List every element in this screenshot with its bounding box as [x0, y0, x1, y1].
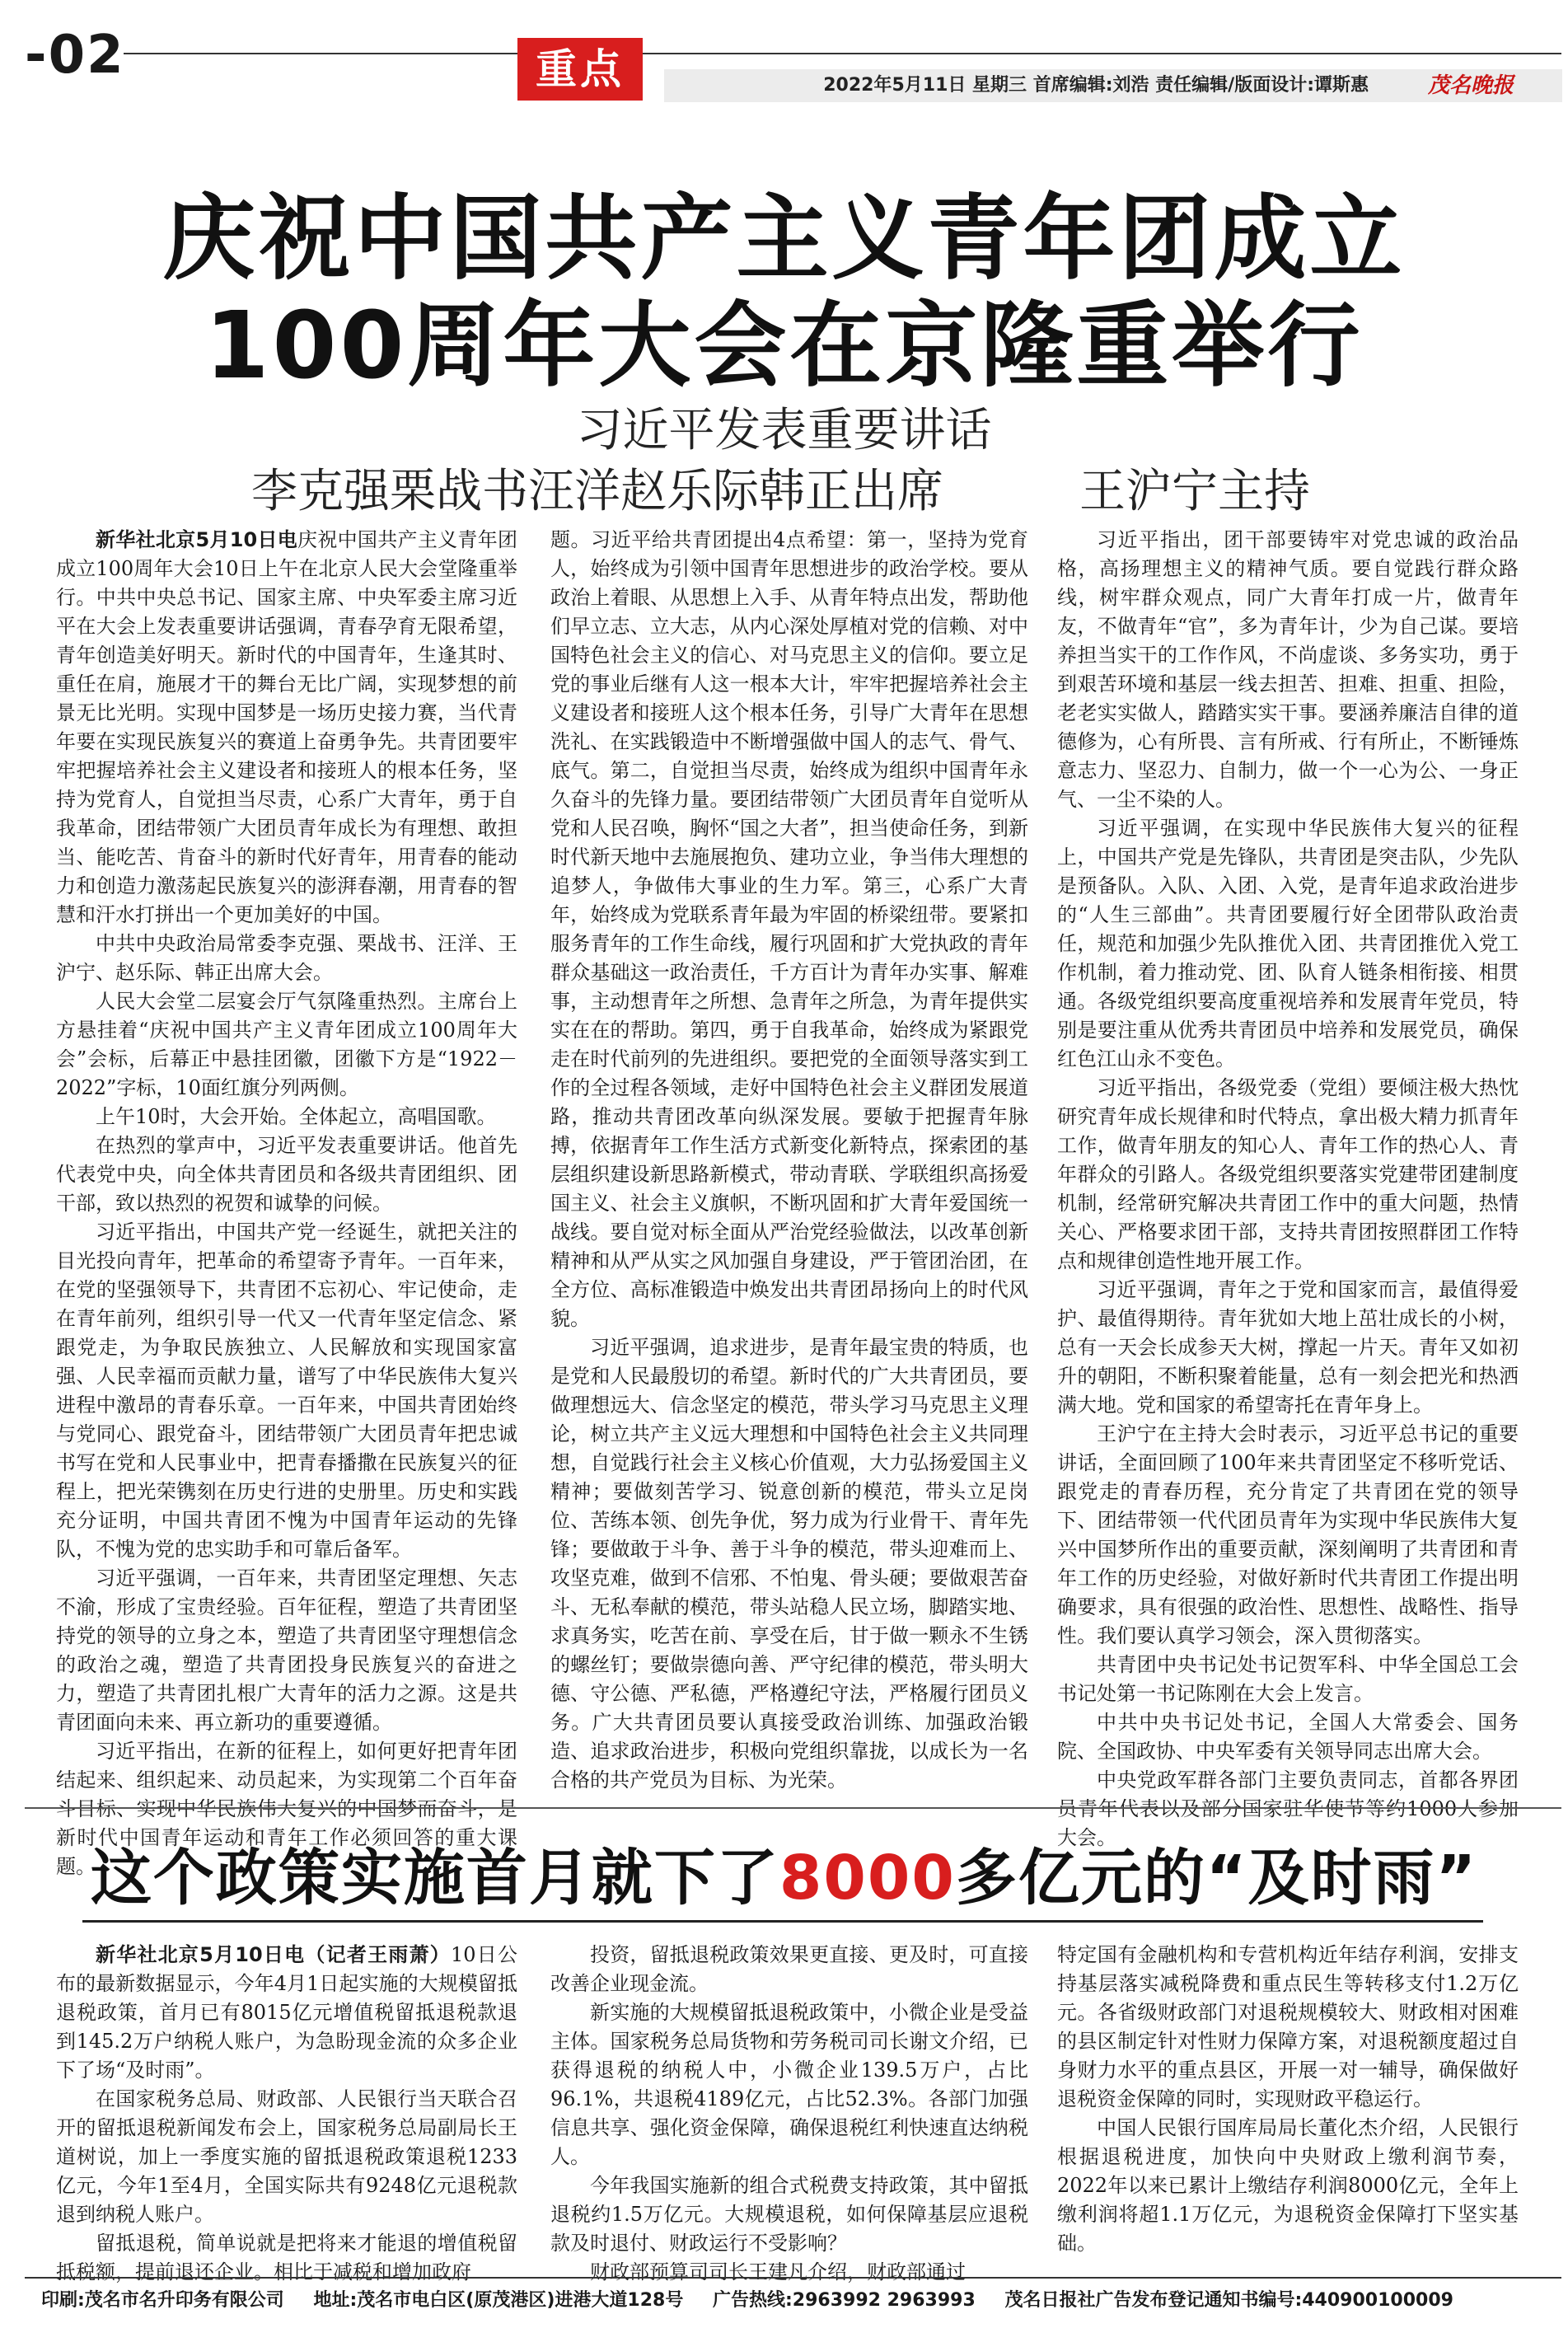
footer-address: 地址:茂名市电白区(原茂港区)进港大道128号 — [313, 2290, 684, 2311]
paragraph: 习近平指出，团干部要铸牢对党忠诚的政治品格，高扬理想主义的精神气质。要自觉践行群众路线，树牢群众观点，同广大青年打成一片，做青年友，不做青年“官”，多为青年计，少为自己谋。要培养担当实干的工作作风，不尚虚谈、多务实功，勇于到艰苦环境和基层一线去担苦、担难、担重、担险，老老实实做人，踏踏实实干事。要涵养廉洁自律的道德修为，心有所畏、言有所戒、行有所止，不断锤炼意志力、坚忍力、自制力，做一个一心为公、一身正气、一尘不染的人。 — [1057, 528, 1519, 811]
article1-column-1 — [56, 526, 517, 1878]
paragraph-text: 10日公布的最新数据显示，今年4月1日起实施的大规模留抵退税政策，首月已有8015亿元增值税留抵退税款退到145.2万户纳税人账户，为急盼现金流的众多企业下了场“及时雨”。 — [56, 1943, 517, 2082]
subheadline-3: 王沪宁主持 — [1079, 465, 1310, 518]
paragraph: 投资，留抵退税政策效果更直接、更及时，可直接改善企业现金流。 — [550, 1943, 1028, 1995]
paragraph: 习近平强调，一百年来，共青团坚定理想、矢志不渝，形成了宝贵经验。百年征程，塑造了共青团坚持党的领导的立身之本，塑造了共青团坚守理想信念的政治之魂，塑造了共青团投身民族复兴的奋进之力，塑造了共青团扎根广大青年的活力之源。这是共青团面向未来、再立新功的重要遵循。 — [56, 1567, 517, 1734]
footer-hotline: 广告热线:2963992 2963993 — [713, 2290, 976, 2311]
headline-2-rule — [82, 1920, 1483, 1923]
paragraph: 在热烈的掌声中，习近平发表重要讲话。他首先代表党中央，向全体共青团员和各级共青团组织、团干部，致以热烈的祝贺和诚挚的问候。 — [56, 1134, 517, 1215]
paragraph: 王沪宁在主持大会时表示，习近平总书记的重要讲话，全面回顾了100年来共青团坚定不移听党话、跟党走的青春历程，充分肯定了共青团在党的领导下、团结带领一代代团员青年为实现中华民族伟大复兴中国梦所作出的重要贡献，深刻阐明了共青团和青年工作的历史经验，对做好新时代共青团工作提出明确要求，具有很强的政治性、思想性、战略性、指导性。我们要认真学习领会，深入贯彻落实。 — [1057, 1422, 1519, 1647]
paragraph-text: 庆祝中国共产主义青年团成立100周年大会10日上午在北京人民大会堂隆重举行。中共中央总书记、国家主席、中央军委主席习近平在大会上发表重要讲话强调，青春孕育无限希望，青年创造美好明天。新时代的中国青年，生逢其时、重任在肩，施展才干的舞台无比广阔，实现梦想的前景无比光明。实现中国梦是一场历史接力赛，当代青年要在实现民族复兴的赛道上奋勇争先。共青团要牢牢把握培养社会主义建设者和接班人的根本任务，坚持为党育人，自觉担当尽责，心系广大青年，勇于自我革命，团结带领广大团员青年成长为有理想、敢担当、能吃苦、肯奋斗的新时代好青年，用青春的能动力和创造力激荡起民族复兴的澎湃春潮，用青春的智慧和汗水打拼出一个更加美好的中国。 — [56, 528, 517, 926]
paragraph: 共青团中央书记处书记贺军科、中华全国总工会书记处第一书记陈刚在大会上发言。 — [1057, 1653, 1519, 1705]
dateline: 新华社北京5月10日电 — [96, 528, 298, 551]
paragraph: 在国家税务总局、财政部、人民银行当天联合召开的留抵退税新闻发布会上，国家税务总局副局长王道树说，加上一季度实施的留抵退税政策退税1233亿元，今年1至4月，全国实际共有9248亿元退税款退到纳税人账户。 — [56, 2087, 517, 2226]
page-number: -02 — [25, 25, 125, 86]
headline-2-number: 8000 — [779, 1843, 956, 1913]
paragraph: 今年我国实施新的组合式税费支持政策，其中留抵退税约1.5万亿元。大规模退税，如何保障基层应退税款及时退付、财政运行不受影响？ — [550, 2174, 1028, 2255]
paragraph: 习近平指出，各级党委（党组）要倾注极大热忱研究青年成长规律和时代特点，拿出极大精力抓青年工作，做青年朋友的知心人、青年工作的热心人、青年群众的引路人。各级党组织要落实党建带团建制度机制，经常研究解决共青团工作中的重大问题，热情关心、严格要求团干部，支持共青团按照群团工作特点和规律创造性地开展工作。 — [1057, 1076, 1519, 1272]
paragraph: 中央党政军群各部门主要负责同志，首都各界团员青年代表以及部分国家驻华使节等约1000人参加大会。 — [1057, 1768, 1519, 1849]
header-rule — [124, 53, 1561, 54]
paragraph — [56, 1941, 517, 2085]
section-divider — [25, 1807, 1561, 1809]
paragraph: 财政部预算司司长王建凡介绍，财政部通过 — [590, 2260, 966, 2284]
paragraph: 特定国有金融机构和专营机构近年结存利润，安排支持基层落实减税降费和重点民生等转移支付1.2万亿元。各省级财政部门对退税规模较大、财政相对困难的县区制定针对性财力保障方案，对退税额度超过自身财力水平的重点县区，开展一对一辅导，确保做好退税资金保障的同时，实现财政平稳运行。 — [1057, 1943, 1519, 2110]
subheadline-1: 习近平发表重要讲话 — [576, 404, 992, 457]
subheadline-2: 李克强栗战书汪洋赵乐际韩正出席 — [251, 465, 943, 518]
paragraph: 题。习近平给共青团提出4点希望：第一，坚持为党育人，始终成为引领中国青年思想进步的政治学校。要从政治上着眼、从思想上入手、从青年特点出发，帮助他们早立志、立大志，从内心深处厚植对党的信赖、对中国特色社会主义的信心、对马克思主义的信仰。要立足党的事业后继有人这一根本大计，牢牢把握培养社会主义建设者和接班人这个根本任务，引导广大青年在思想洗礼、在实践锻造中不断增强做中国人的志气、骨气、底气。第二，自觉担当尽责，始终成为组织中国青年永久奋斗的先锋力量。要团结带领广大团员青年自觉听从党和人民召唤，胸怀“国之大者”，担当使命任务，到新时代新天地中去施展抱负、建功立业，争当伟大理想的追梦人，争做伟大事业的生力军。第三，心系广大青年，始终成为党联系青年最为牢固的桥梁纽带。要紧扣服务青年的工作生命线，履行巩固和扩大党执政的青年群众基础这一政治责任，千方百计为青年办实事、解难事，主动想青年之所想、急青年之所急，为青年提供实实在在的帮助。第四，勇于自我革命，始终成为紧跟党走在时代前列的先进组织。要把党的全面领导落实到工作的全过程各领域，走好中国特色社会主义群团发展道路，推动共青团改革向纵深发展。要敏于把握青年脉搏，依据青年工作生活方式新变化新特点，探索团的基层组织建设新思路新模式，带动青联、学联组织高扬爱国主义、社会主义旗帜，不断巩固和扩大青年爱国统一战线。要自觉对标全面从严治党经验做法，以改革创新精神和从严从实之风加强自身建设，严于管团治团，在全方位、高标准锻造中焕发出共青团昂扬向上的时代风貌。 — [550, 528, 1028, 1330]
issue-meta: 2022年5月11日 星期三 首席编辑:刘浩 责任编辑/版面设计:谭斯惠 — [823, 75, 1369, 96]
paragraph: 习近平指出，中国共产党一经诞生，就把关注的目光投向青年，把革命的希望寄予青年。一百年来，在党的坚强领导下，共青团不忘初心、牢记使命，走在青年前列，组织引导一代又一代青年坚定信念、紧跟党走，为争取民族独立、人民解放和实现国家富强、人民幸福而贡献力量，谱写了中华民族伟大复兴进程中激昂的青春乐章。一百年来，中国共青团始终与党同心、跟党奋斗，团结带领广大团员青年把忠诚书写在党和人民事业中，把青春播撒在民族复兴的征程上，把光荣镌刻在历史行进的史册里。历史和实践充分证明，中国共青团不愧为中国青年运动的先锋队，不愧为党的忠实助手和可靠后备军。 — [56, 1220, 517, 1561]
paragraph: 上午10时，大会开始。全体起立，高唱国歌。 — [96, 1105, 497, 1128]
paragraph: 新实施的大规模留抵退税政策中，小微企业是受益主体。国家税务总局货物和劳务税司司长谢文介绍，已获得退税的纳税人中，小微企业139.5万户，占比96.1%，共退税4189亿元，占比52.3%。各部门加强信息共享、强化资金保障，确保退税红利快速直达纳税人。 — [550, 2001, 1028, 2168]
paragraph: 习近平强调，青年之于党和国家而言，最值得爱护、最值得期待。青年犹如大地上茁壮成长的小树，总有一天会长成参天大树，撑起一片天。青年又如初升的朝阳，不断积聚着能量，总有一刻会把光和热洒满大地。党和国家的希望寄托在青年身上。 — [1057, 1278, 1519, 1417]
headline-article-2 — [0, 1829, 1568, 1917]
paragraph: 人民大会堂二层宴会厅气氛隆重热烈。主席台上方悬挂着“庆祝中国共产主义青年团成立100周年大会”会标，后幕正中悬挂团徽，团徽下方是“1922－2022”字标，10面红旗分列两侧。 — [56, 990, 517, 1099]
headline-line-2: 100周年大会在京隆重举行 — [204, 293, 1364, 400]
footer-rule — [25, 2277, 1561, 2279]
newspaper-logo: 茂名晚报 — [1427, 73, 1514, 98]
article2-column-2 — [550, 1941, 1028, 2284]
paragraph — [56, 526, 517, 930]
paragraph: 中共中央政治局常委李克强、栗战书、汪洋、王沪宁、赵乐际、韩正出席大会。 — [56, 932, 517, 984]
headline-2-suffix: 多亿元的“及时雨” — [955, 1843, 1478, 1913]
article1-column-2 — [550, 526, 1028, 1795]
paragraph: 习近平指出，在新的征程上，如何更好把青年团结起来、组织起来、动员起来，为实现第二个百年奋斗目标、实现中华民族伟大复兴的中国梦而奋斗，是新时代中国青年运动和青年工作必须回答的重大课题。 — [56, 1740, 517, 1878]
footer — [41, 2287, 1541, 2315]
paragraph: 中国人民银行国库局局长董化杰介绍，人民银行根据退税进度，加快向中央财政上缴利润节奏，2022年以来已累计上缴结存利润8000亿元，全年上缴利润将超1.1万亿元，为退税资金保障打下坚实基础。 — [1057, 2116, 1519, 2255]
paragraph: 习近平强调，在实现中华民族伟大复兴的征程上，中国共产党是先锋队，共青团是突击队，少先队是预备队。入队、入团、入党，是青年追求政治进步的“人生三部曲”。共青团要履行好全团带队政治责任，规范和加强少先队推优入团、共青团推优入党工作机制，着力推动党、团、队育人链条相衔接、相贯通。各级党组织要高度重视培养和发展青年党员，特别是要注重从优秀共青团员中培养和发展党员，确保红色江山永不变色。 — [1057, 817, 1519, 1070]
article2-column-1 — [56, 1941, 517, 2284]
footer-printer: 印刷:茂名市名升印务有限公司 — [41, 2290, 284, 2311]
paragraph: 习近平强调，追求进步，是青年最宝贵的特质，也是党和人民最殷切的希望。新时代的广大共青团员，要做理想远大、信念坚定的模范，带头学习马克思主义理论，树立共产主义远大理想和中国特色社会主义共同理想，自觉践行社会主义核心价值观，大力弘扬爱国主义精神；要做刻苦学习、锐意创新的模范，带头立足岗位、苦练本领、创先争优，努力成为行业骨干、青年先锋；要做敢于斗争、善于斗争的模范，带头迎难而上、攻坚克难，做到不信邪、不怕鬼、骨头硬；要做艰苦奋斗、无私奉献的模范，带头站稳人民立场，脚踏实地、求真务实，吃苦在前、享受在后，甘于做一颗永不生锈的螺丝钉；要做崇德向善、严守纪律的模范，带头明大德、守公德、严私德，严格遵纪守法，严格履行团员义务。广大共青团员要认真接受政治训练、加强政治锻造、追求政治进步，积极向党组织靠拢，以成长为一名合格的共产党员为目标、为光荣。 — [550, 1336, 1028, 1792]
article1-column-3 — [1057, 526, 1519, 1849]
footer-license: 茂名日报社广告发布登记通知书编号:440900100009 — [1004, 2290, 1453, 2311]
dateline: 新华社北京5月10日电（记者王雨萧） — [96, 1943, 451, 1966]
paragraph: 留抵退税，简单说就是把将来才能退的增值税留抵税额，提前退还企业。相比于减税和增加政府 — [56, 2232, 517, 2284]
paragraph: 中共中央书记处书记，全国人大常委会、国务院、全国政协、中央军委有关领导同志出席大会。 — [1057, 1711, 1519, 1763]
article2-column-3 — [1057, 1941, 1519, 2255]
section-badge: 重点 — [517, 38, 643, 101]
headline-line-1: 庆祝中国共产主义青年团成立 — [162, 185, 1406, 293]
headline-2-prefix: 这个政策实施首月就下了 — [90, 1843, 779, 1913]
